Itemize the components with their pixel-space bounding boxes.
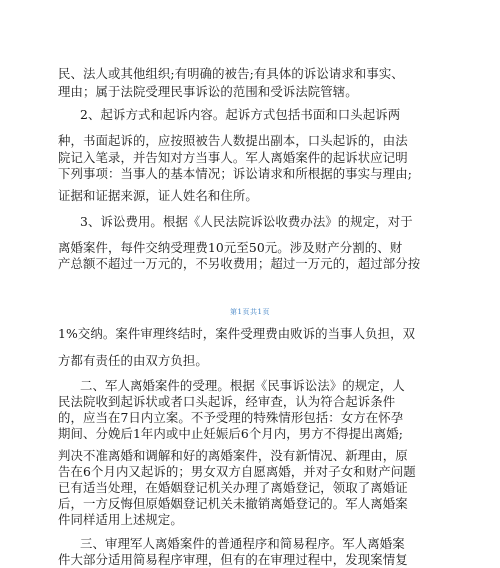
text-line: 方都有责任的由双方负担。 (58, 353, 208, 368)
text-line: 件大部分适用简易程序审理，但有的在审理过程中，发现案情复 (58, 552, 408, 567)
text-line: 院记入笔录，并告知对方当事人。军人离婚案件的起诉状应记明 (58, 150, 408, 165)
text-line: 后，一方反悔但原婚姻登记机关未撤销离婚登记的。军人离婚案 (58, 496, 408, 511)
text-line: 已有适当处理，在婚姻登记机关办理了离婚登记，领取了离婚证 (58, 480, 408, 495)
text-line: 种，书面起诉的，应按照被告人数提出副本，口头起诉的，由法 (58, 133, 408, 148)
text-line: 的，应当在7日内立案。不予受理的特殊情形包括：女方在怀孕 (58, 410, 404, 425)
text-line: 民法院收到起诉状或者口头起诉，经审查，认为符合起诉条件 (58, 394, 396, 409)
paragraph-heading: 3、诉讼费用。根据《人民法院诉讼收费办法》的规定，对于 (80, 214, 413, 229)
text-line: 判决不准离婚和调解和好的离婚案件，没有新情况、新理由，原 (58, 448, 408, 463)
text-line: 理由；属于法院受理民事诉讼的范围和受诉法院管辖。 (58, 84, 358, 99)
text-line: 离婚案件，每件交纳受理费10元至50元。涉及财产分割的、财 (58, 240, 403, 255)
text-line: 1%交纳。案件审理终结时，案件受理费由败诉的当事人负担，双 (58, 326, 416, 341)
paragraph-heading: 二、军人离婚案件的受理。根据《民事诉讼法》的规定，人 (80, 378, 405, 393)
page-number-marker: 第1页共1页 (230, 308, 270, 316)
text-line: 下列事项：当事人的基本情况；诉讼请求和所根据的事实与理由; (58, 166, 413, 181)
text-line: 证据和证据来源，证人姓名和住所。 (58, 188, 258, 203)
text-line: 民、法人或其他组织;有明确的被告;有具体的诉讼请求和事实、 (58, 66, 404, 81)
text-line: 告在6个月内又起诉的；男女双方自愿离婚，并对子女和财产问题 (58, 464, 416, 479)
text-line: 期间、分娩后1年内或中止妊娠后6个月内，男方不得提出离婚; (58, 426, 403, 441)
text-line: 产总额不超过一万元的，不另收费用；超过一万元的，超过部分按 (58, 256, 421, 271)
paragraph-heading: 2、起诉方式和起诉内容。起诉方式包括书面和口头起诉两 (80, 107, 401, 122)
text-line: 件同样适用上述规定。 (58, 512, 183, 527)
paragraph-heading: 三、审理军人离婚案件的普通程序和简易程序。军人离婚案 (80, 536, 405, 551)
